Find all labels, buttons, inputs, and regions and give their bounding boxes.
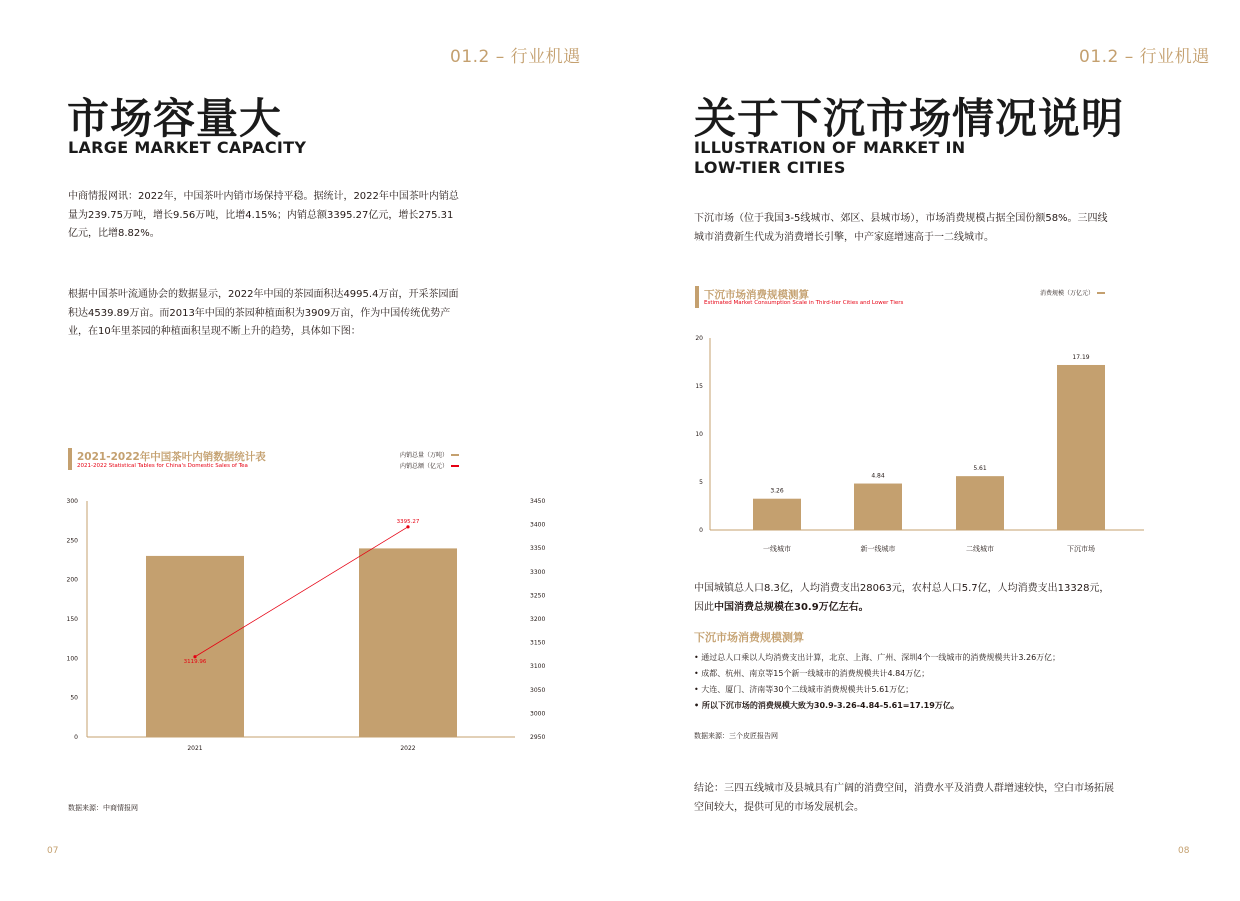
- x-tick-label: 下沉市场: [1067, 545, 1095, 553]
- y-tick-label-right: 3300: [530, 568, 546, 576]
- bullet-item: • 通过总人口乘以人均消费支出计算，北京、上海、广州、深圳4个一线城市的消费规模共计3.26万亿；: [694, 653, 1061, 662]
- page-subtitle-right-line1: ILLUSTRATION OF MARKET IN: [694, 138, 966, 157]
- data-label: 17.19: [1072, 353, 1090, 361]
- page-number-left: 07: [47, 846, 59, 856]
- x-tick-label: 新一线城市: [860, 545, 896, 553]
- section-tag-left: 01.2 – 行业机遇: [450, 47, 581, 67]
- y-tick-label-left: 250: [66, 537, 78, 545]
- legend-swatch-value: [451, 465, 459, 467]
- page-title-right: 关于下沉市场情况说明: [694, 94, 1125, 143]
- y-tick-label-left: 300: [66, 498, 78, 505]
- y-tick-label-left: 200: [66, 576, 78, 584]
- chart-title-accent-left: [68, 448, 72, 470]
- x-tick-label: 2022: [400, 745, 416, 752]
- chart-title-right: 下沉市场消费规模测算: [704, 289, 809, 301]
- y-tick-label-right: 3100: [530, 663, 546, 671]
- y-tick-label-right: 3350: [530, 545, 546, 553]
- line-point-value: [406, 525, 409, 528]
- y-tick-label-left: 150: [66, 616, 78, 623]
- paragraph-2-normal: 中国城镇总人口8.3亿，人均消费支出28063元，农村总人口5.7亿，人均消费支出13328元，因此: [694, 583, 1110, 613]
- paragraph-1-left: 中商情报网讯：2022年，中国茶叶内销市场保持平稳。据统计，2022年中国茶叶内销总量为239.75万吨，增长9.56万吨，比增4.15%；内销总额3395.27亿元，增长275.31亿元，比增8.82%。: [68, 191, 459, 239]
- y-tick-label-right: 3200: [530, 616, 546, 623]
- y-tick-label: 15: [695, 383, 703, 390]
- bar-consumption: [753, 499, 801, 530]
- section-subheading: 下沉市场消费规模测算: [694, 631, 804, 644]
- legend-label-value: 内销总额（亿元）: [400, 463, 449, 470]
- legend-item-volume: [400, 450, 459, 459]
- x-tick-label: 二线城市: [966, 545, 994, 553]
- bar-volume: [146, 556, 244, 737]
- data-source-right: 数据来源：三个皮匠报告网: [694, 732, 778, 740]
- chart-subtitle-right: Estimated Market Consumption Scale in Third-tier Cities and Lower Tiers: [704, 300, 904, 306]
- y-tick-label-right: 2950: [530, 734, 546, 741]
- legend-swatch-consumption: [1097, 292, 1105, 294]
- data-label: 4.84: [871, 472, 885, 480]
- page-number-right: 08: [1178, 846, 1190, 856]
- page-subtitle-right-line2: LOW-TIER CITIES: [694, 158, 846, 177]
- bullet-item: • 成都、杭州、南京等15个新一线城市的消费规模共计4.84万亿；: [694, 669, 930, 678]
- consumption-scale-chart: [680, 328, 1150, 558]
- bar-consumption: [1057, 365, 1105, 530]
- bar-consumption: [854, 484, 902, 530]
- bullet-list: [694, 650, 1124, 714]
- data-label-value: 3119.96: [183, 658, 207, 665]
- section-tag-right: 01.2 – 行业机遇: [1079, 47, 1210, 67]
- legend-item-value: [400, 461, 459, 470]
- page-title-left: 市场容量大: [67, 94, 283, 143]
- paragraph-1-right: 下沉市场（位于我国3-5线城市、郊区、县城市场），市场消费规模占据全国份额58%。三四线城市消费新生代成为消费增长引擎，中产家庭增速高于一二线城市。: [694, 213, 1108, 243]
- legend-swatch-volume: [451, 454, 459, 456]
- y-tick-label: 0: [699, 527, 703, 534]
- y-tick-label-right: 3050: [530, 686, 546, 694]
- y-tick-label: 10: [695, 431, 703, 438]
- y-tick-label-left: 100: [66, 655, 78, 663]
- tea-sales-chart: [40, 490, 580, 755]
- legend-label-volume: 内销总量（万吨）: [400, 452, 449, 459]
- bar-consumption: [956, 476, 1004, 530]
- data-label: 3.26: [770, 487, 784, 495]
- y-tick-label-right: 3150: [530, 639, 546, 647]
- y-tick-label-right: 3400: [530, 521, 546, 529]
- y-tick-label: 20: [695, 335, 703, 342]
- bar-volume: [359, 548, 457, 737]
- chart-title-accent-right: [695, 286, 699, 308]
- paragraph-2-bold: 中国消费总规模在30.9万亿左右。: [714, 601, 869, 613]
- y-tick-label: 5: [699, 479, 703, 486]
- y-tick-label-left: 0: [74, 734, 78, 741]
- x-tick-label: 2021: [187, 745, 203, 752]
- conclusion-paragraph: 结论：三四五线城市及县城具有广阔的消费空间，消费水平及消费人群增速较快，空白市场拓展空间较大，提供可见的市场发展机会。: [694, 783, 1114, 813]
- y-tick-label-right: 3450: [530, 498, 546, 505]
- data-source-left: 数据来源：中商情报网: [68, 804, 138, 812]
- paragraph-2-left: 根据中国茶叶流通协会的数据显示，2022年中国的茶园面积达4995.4万亩，开采茶园面积达4539.89万亩。而2013年中国的茶园种植面积为3909万亩，作为中国传统优势产业，在10年里茶园的种植面积呈现不断上升的趋势，具体如下图：: [68, 289, 459, 337]
- data-label: 5.61: [973, 465, 987, 473]
- legend-item-consumption: [1040, 288, 1105, 297]
- page-subtitle-left: LARGE MARKET CAPACITY: [68, 138, 307, 157]
- bullet-item: • 大连、厦门、济南等30个二线城市消费规模共计5.61万亿；: [694, 685, 914, 694]
- x-tick-label: 一线城市: [763, 545, 791, 553]
- chart-title-left: 2021-2022年中国茶叶内销数据统计表: [77, 451, 266, 463]
- paragraph-2-right: [694, 580, 1114, 617]
- bullet-item: • 所以下沉市场的消费规模大致为30.9-3.26-4.84-5.61=17.19万亿。: [694, 701, 959, 710]
- data-label-value: 3395.27: [396, 518, 420, 525]
- chart-subtitle-left: 2021-2022 Statistical Tables for China's Domestic Sales of Tea: [77, 463, 248, 469]
- y-tick-label-left: 50: [70, 694, 78, 702]
- legend-label-consumption: 消费规模（万亿元）: [1040, 290, 1095, 297]
- y-tick-label-right: 3000: [530, 710, 546, 718]
- y-tick-label-right: 3250: [530, 592, 546, 600]
